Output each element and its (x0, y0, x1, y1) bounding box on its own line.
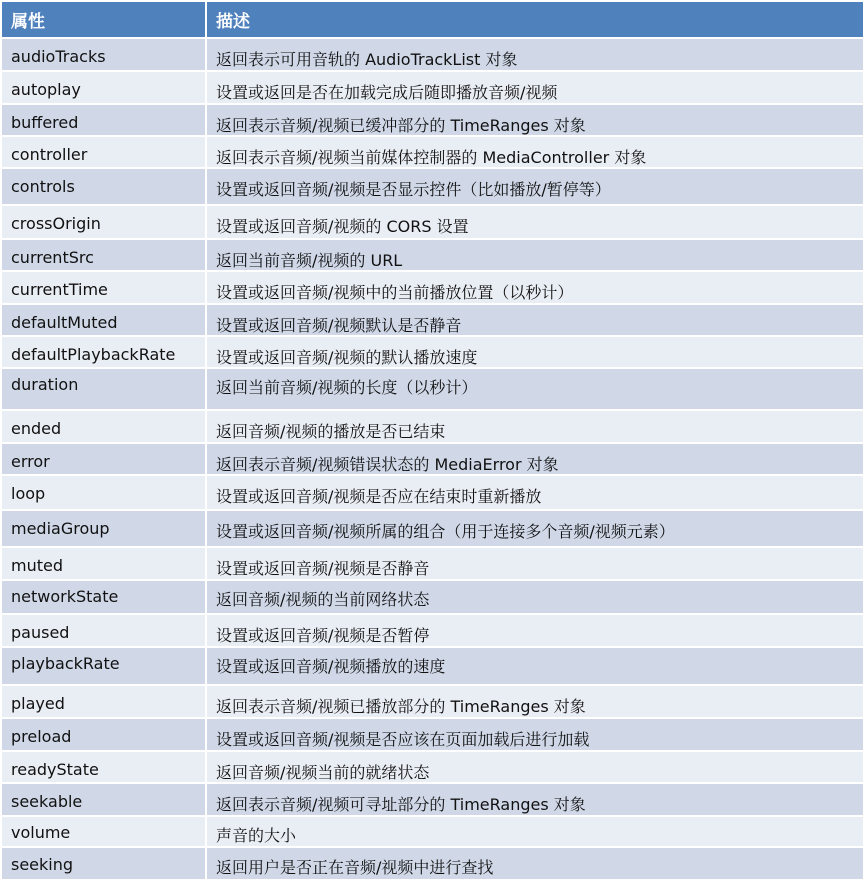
table-row (2, 815, 863, 846)
property-cell: crossOrigin (2, 206, 207, 238)
table-row (2, 335, 863, 367)
description-cell: 设置或返回音频/视频是否应在结束时重新播放 (207, 476, 863, 509)
table-row (2, 367, 863, 409)
table-row (2, 103, 863, 135)
description-cell: 返回表示音频/视频可寻址部分的 TimeRanges 对象 (207, 784, 863, 815)
header-property: 属性 (2, 2, 207, 37)
header-description: 描述 (207, 2, 863, 37)
description-cell: 设置或返回音频/视频是否显示控件（比如播放/暂停等） (207, 169, 863, 204)
table-row (2, 546, 863, 579)
description-cell: 返回表示音频/视频当前媒体控制器的 MediaController 对象 (207, 137, 863, 167)
description-cell: 声音的大小 (207, 817, 863, 846)
table-row (2, 70, 863, 103)
table-row (2, 750, 863, 782)
property-cell: mediaGroup (2, 511, 207, 546)
description-cell: 设置或返回音频/视频的默认播放速度 (207, 337, 863, 367)
description-cell: 设置或返回音频/视频是否静音 (207, 548, 863, 579)
property-cell: readyState (2, 752, 207, 782)
table-row (2, 474, 863, 509)
description-cell: 返回音频/视频的当前网络状态 (207, 581, 863, 613)
description-cell: 返回表示音频/视频错误状态的 MediaError 对象 (207, 444, 863, 474)
property-cell: seeking (2, 848, 207, 879)
property-cell: muted (2, 548, 207, 579)
table-row (2, 509, 863, 546)
description-cell: 返回表示音频/视频已播放部分的 TimeRanges 对象 (207, 686, 863, 717)
property-cell: controls (2, 169, 207, 204)
table-row (2, 167, 863, 204)
property-cell: currentSrc (2, 240, 207, 270)
description-cell: 设置或返回音频/视频中的当前播放位置（以秒计） (207, 272, 863, 303)
property-cell: paused (2, 615, 207, 646)
property-cell: autoplay (2, 72, 207, 103)
table-row (2, 135, 863, 167)
property-cell: defaultMuted (2, 305, 207, 335)
table-row (2, 613, 863, 646)
property-cell: preload (2, 719, 207, 750)
description-cell: 返回用户是否正在音频/视频中进行查找 (207, 848, 863, 879)
table-row (2, 846, 863, 879)
table-row (2, 684, 863, 717)
property-cell: duration (2, 369, 207, 409)
description-cell: 返回表示可用音轨的 AudioTrackList 对象 (207, 39, 863, 70)
table-row (2, 270, 863, 303)
property-cell: played (2, 686, 207, 717)
property-cell: defaultPlaybackRate (2, 337, 207, 367)
description-cell: 返回表示音频/视频已缓冲部分的 TimeRanges 对象 (207, 105, 863, 135)
description-cell: 返回当前音频/视频的长度（以秒计） (207, 369, 863, 409)
table-row (2, 717, 863, 750)
description-cell: 设置或返回音频/视频是否应该在页面加载后进行加载 (207, 719, 863, 750)
description-cell: 设置或返回音频/视频所属的组合（用于连接多个音频/视频元素） (207, 511, 863, 546)
description-cell: 返回音频/视频当前的就绪状态 (207, 752, 863, 782)
table-row (2, 409, 863, 442)
property-cell: controller (2, 137, 207, 167)
table-row (2, 646, 863, 684)
property-cell: currentTime (2, 272, 207, 303)
property-cell: error (2, 444, 207, 474)
description-cell: 设置或返回音频/视频的 CORS 设置 (207, 206, 863, 238)
table-row (2, 37, 863, 70)
description-cell: 设置或返回是否在加载完成后随即播放音频/视频 (207, 72, 863, 103)
property-cell: audioTracks (2, 39, 207, 70)
description-cell: 设置或返回音频/视频播放的速度 (207, 648, 863, 684)
description-cell: 返回当前音频/视频的 URL (207, 240, 863, 270)
table-header-row (2, 2, 863, 37)
property-cell: volume (2, 817, 207, 846)
description-cell: 设置或返回音频/视频默认是否静音 (207, 305, 863, 335)
table-row (2, 238, 863, 270)
table-row (2, 442, 863, 474)
property-cell: ended (2, 411, 207, 442)
property-cell: playbackRate (2, 648, 207, 684)
table-row (2, 204, 863, 238)
table-row (2, 579, 863, 613)
table-row (2, 782, 863, 815)
property-cell: buffered (2, 105, 207, 135)
property-cell: seekable (2, 784, 207, 815)
property-cell: loop (2, 476, 207, 509)
description-cell: 设置或返回音频/视频是否暂停 (207, 615, 863, 646)
table-row (2, 303, 863, 335)
property-cell: networkState (2, 581, 207, 613)
description-cell: 返回音频/视频的播放是否已结束 (207, 411, 863, 442)
